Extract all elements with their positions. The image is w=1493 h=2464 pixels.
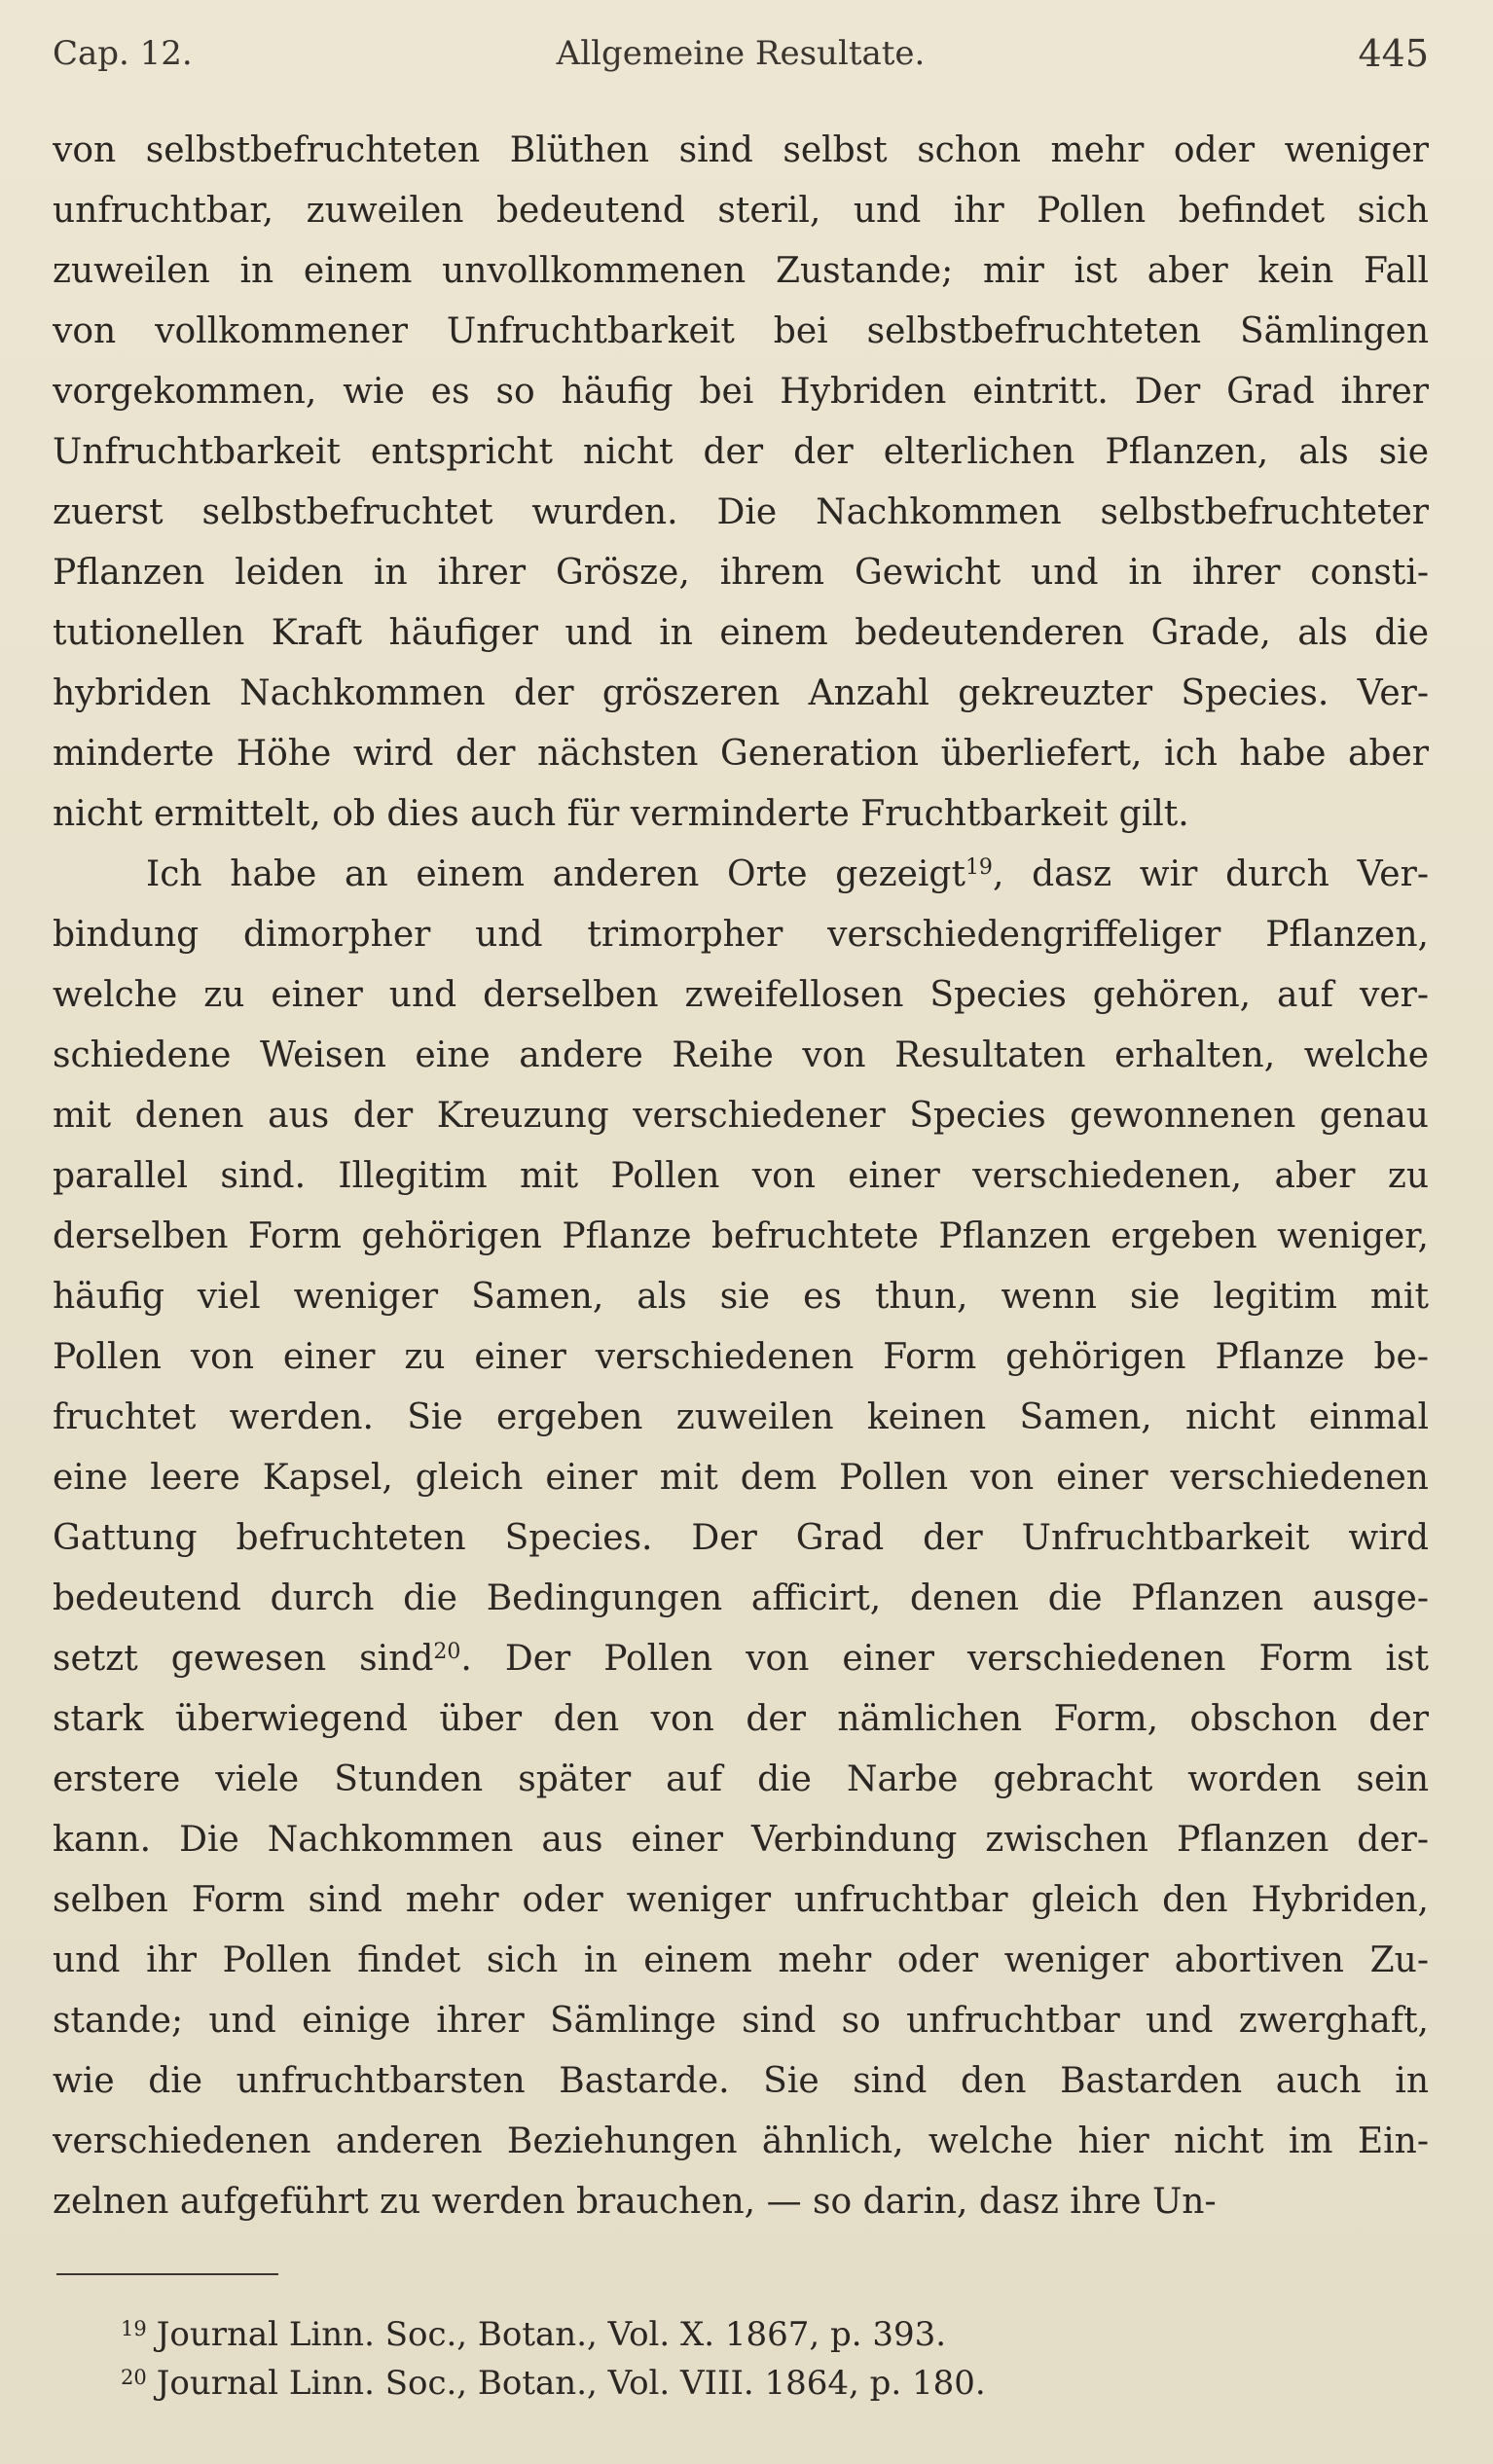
text-segment: schiedene Weisen eine andere Reihe von Resultaten erhalten, welche [53,1035,1429,1075]
footnote-rule [56,2273,278,2275]
footnote-number: 20 [121,2366,147,2389]
text-segment: wie die unfruchtbarsten Bastarde. Sie sind den Bastarden auch in [53,2061,1429,2101]
text-segment: zuweilen in einem unvollkommenen Zustande; mir ist aber kein Fall [53,251,1429,291]
text-line [53,1388,1429,1448]
text-segment: selben Form sind mehr oder weniger unfruchtbar gleich den Hybriden, [53,1880,1429,1920]
body-text [53,121,1429,2232]
text-line [53,1448,1429,1508]
text-segment: Pollen von einer zu einer verschiedenen Form gehörigen Pflanze be- [53,1337,1429,1377]
footnote-text: Journal Linn. Soc., Botan., Vol. VIII. 1864, p. 180. [156,2364,986,2403]
text-segment: Gattung befruchteten Species. Der Grad der Unfruchtbarkeit wird [53,1518,1429,1558]
text-line [53,302,1429,362]
text-line [53,1931,1429,1991]
text-line [53,2112,1429,2172]
text-line [53,1267,1429,1327]
text-line [53,784,1429,845]
text-segment: setzt gewesen sind [53,1639,434,1679]
text-line [53,1569,1429,1629]
text-line [53,2051,1429,2112]
chapter-label: Cap. 12. [53,34,193,73]
text-line [53,1146,1429,1207]
text-segment: zelnen aufgeführt zu werden brauchen, — so darin, dasz ihre Un- [53,2182,1217,2222]
text-line [53,1508,1429,1569]
text-line [53,121,1429,181]
text-line [53,1991,1429,2051]
text-line [53,965,1429,1026]
footnote [121,2359,1289,2408]
text-segment: tutionellen Kraft häufiger und in einem bedeutenderen Grade, als die [53,613,1429,653]
text-segment: erstere viele Stunden später auf die Narbe gebracht worden sein [53,1759,1429,1799]
text-segment: stande; und einige ihrer Sämlinge sind so unfruchtbar und zwerghaft, [53,2001,1429,2041]
text-segment: Ich habe an einem anderen Orte gezeigt [146,854,965,894]
running-header [53,29,1429,78]
footnotes [121,2310,1289,2408]
text-segment: Pflanzen leiden in ihrer Grösze, ihrem Gewicht und in ihrer consti- [53,553,1429,593]
text-segment: von selbstbefruchteten Blüthen sind selbst schon mehr oder weniger [53,130,1429,170]
text-line [53,483,1429,543]
text-segment: eine leere Kapsel, gleich einer mit dem Pollen von einer verschiedenen [53,1458,1429,1498]
page-number: 445 [1358,32,1429,75]
text-segment: verschiedenen anderen Beziehungen ähnlich, welche hier nicht im Ein- [53,2121,1429,2161]
text-segment: nicht ermittelt, ob dies auch für verminderte Fruchtbarkeit gilt. [53,794,1189,834]
footnote-text: Journal Linn. Soc., Botan., Vol. X. 1867, p. 393. [156,2315,947,2354]
text-line [53,905,1429,965]
text-segment: . Der Pollen von einer verschiedenen Form ist [460,1639,1429,1679]
text-segment: welche zu einer und derselben zweifellosen Species gehören, auf ver- [53,975,1429,1015]
text-segment: hybriden Nachkommen der gröszeren Anzahl gekreuzter Species. Ver- [53,673,1429,713]
text-line [53,724,1429,784]
text-segment: vorgekommen, wie es so häufig bei Hybriden eintritt. Der Grad ihrer [53,372,1429,412]
text-segment: stark überwiegend über den von der nämlichen Form, obschon der [53,1699,1429,1739]
text-line [53,1750,1429,1810]
text-line [53,845,1429,905]
running-title: Allgemeine Resultate. [556,34,926,73]
text-segment: derselben Form gehörigen Pflanze befruchtete Pflanzen ergeben weniger, [53,1216,1429,1256]
text-segment: bedeutend durch die Bedingungen afficirt, denen die Pflanzen ausge- [53,1578,1429,1618]
footnote-reference: 20 [433,1640,461,1664]
text-line [53,1689,1429,1750]
text-segment: zuerst selbstbefruchtet wurden. Die Nachkommen selbstbefruchteter [53,492,1429,532]
text-line [53,241,1429,302]
text-segment: bindung dimorpher und trimorpher verschiedengriffeliger Pflanzen, [53,915,1429,955]
footnote-reference: 19 [965,855,993,880]
footnote [121,2310,1289,2359]
text-segment: von vollkommener Unfruchtbarkeit bei selbstbefruchteten Sämlingen [53,311,1429,351]
text-line [53,1870,1429,1931]
text-line [53,1810,1429,1870]
text-line [53,603,1429,664]
text-line [53,1327,1429,1388]
text-line [53,1629,1429,1689]
text-line [53,362,1429,422]
text-segment: minderte Höhe wird der nächsten Generation überliefert, ich habe aber [53,734,1429,774]
text-segment: , dasz wir durch Ver- [992,854,1429,894]
text-line [53,1026,1429,1086]
text-line [53,2172,1429,2232]
text-segment: parallel sind. Illegitim mit Pollen von einer verschiedenen, aber zu [53,1156,1429,1196]
text-line [53,181,1429,241]
text-line [53,664,1429,724]
text-segment: fruchtet werden. Sie ergeben zuweilen keinen Samen, nicht einmal [53,1397,1429,1437]
text-line [53,1086,1429,1146]
text-segment: unfruchtbar, zuweilen bedeutend steril, und ihr Pollen befindet sich [53,191,1429,231]
text-segment: kann. Die Nachkommen aus einer Verbindung zwischen Pflanzen der- [53,1820,1429,1860]
text-segment: Unfruchtbarkeit entspricht nicht der der elterlichen Pflanzen, als sie [53,432,1429,472]
text-segment: häufig viel weniger Samen, als sie es thun, wenn sie legitim mit [53,1277,1429,1317]
text-segment: und ihr Pollen findet sich in einem mehr oder weniger abortiven Zu- [53,1940,1429,1980]
footnote-number: 19 [121,2317,147,2340]
text-line [53,422,1429,483]
text-segment: mit denen aus der Kreuzung verschiedener Species gewonnenen genau [53,1096,1429,1136]
text-line [53,543,1429,603]
text-line [53,1207,1429,1267]
